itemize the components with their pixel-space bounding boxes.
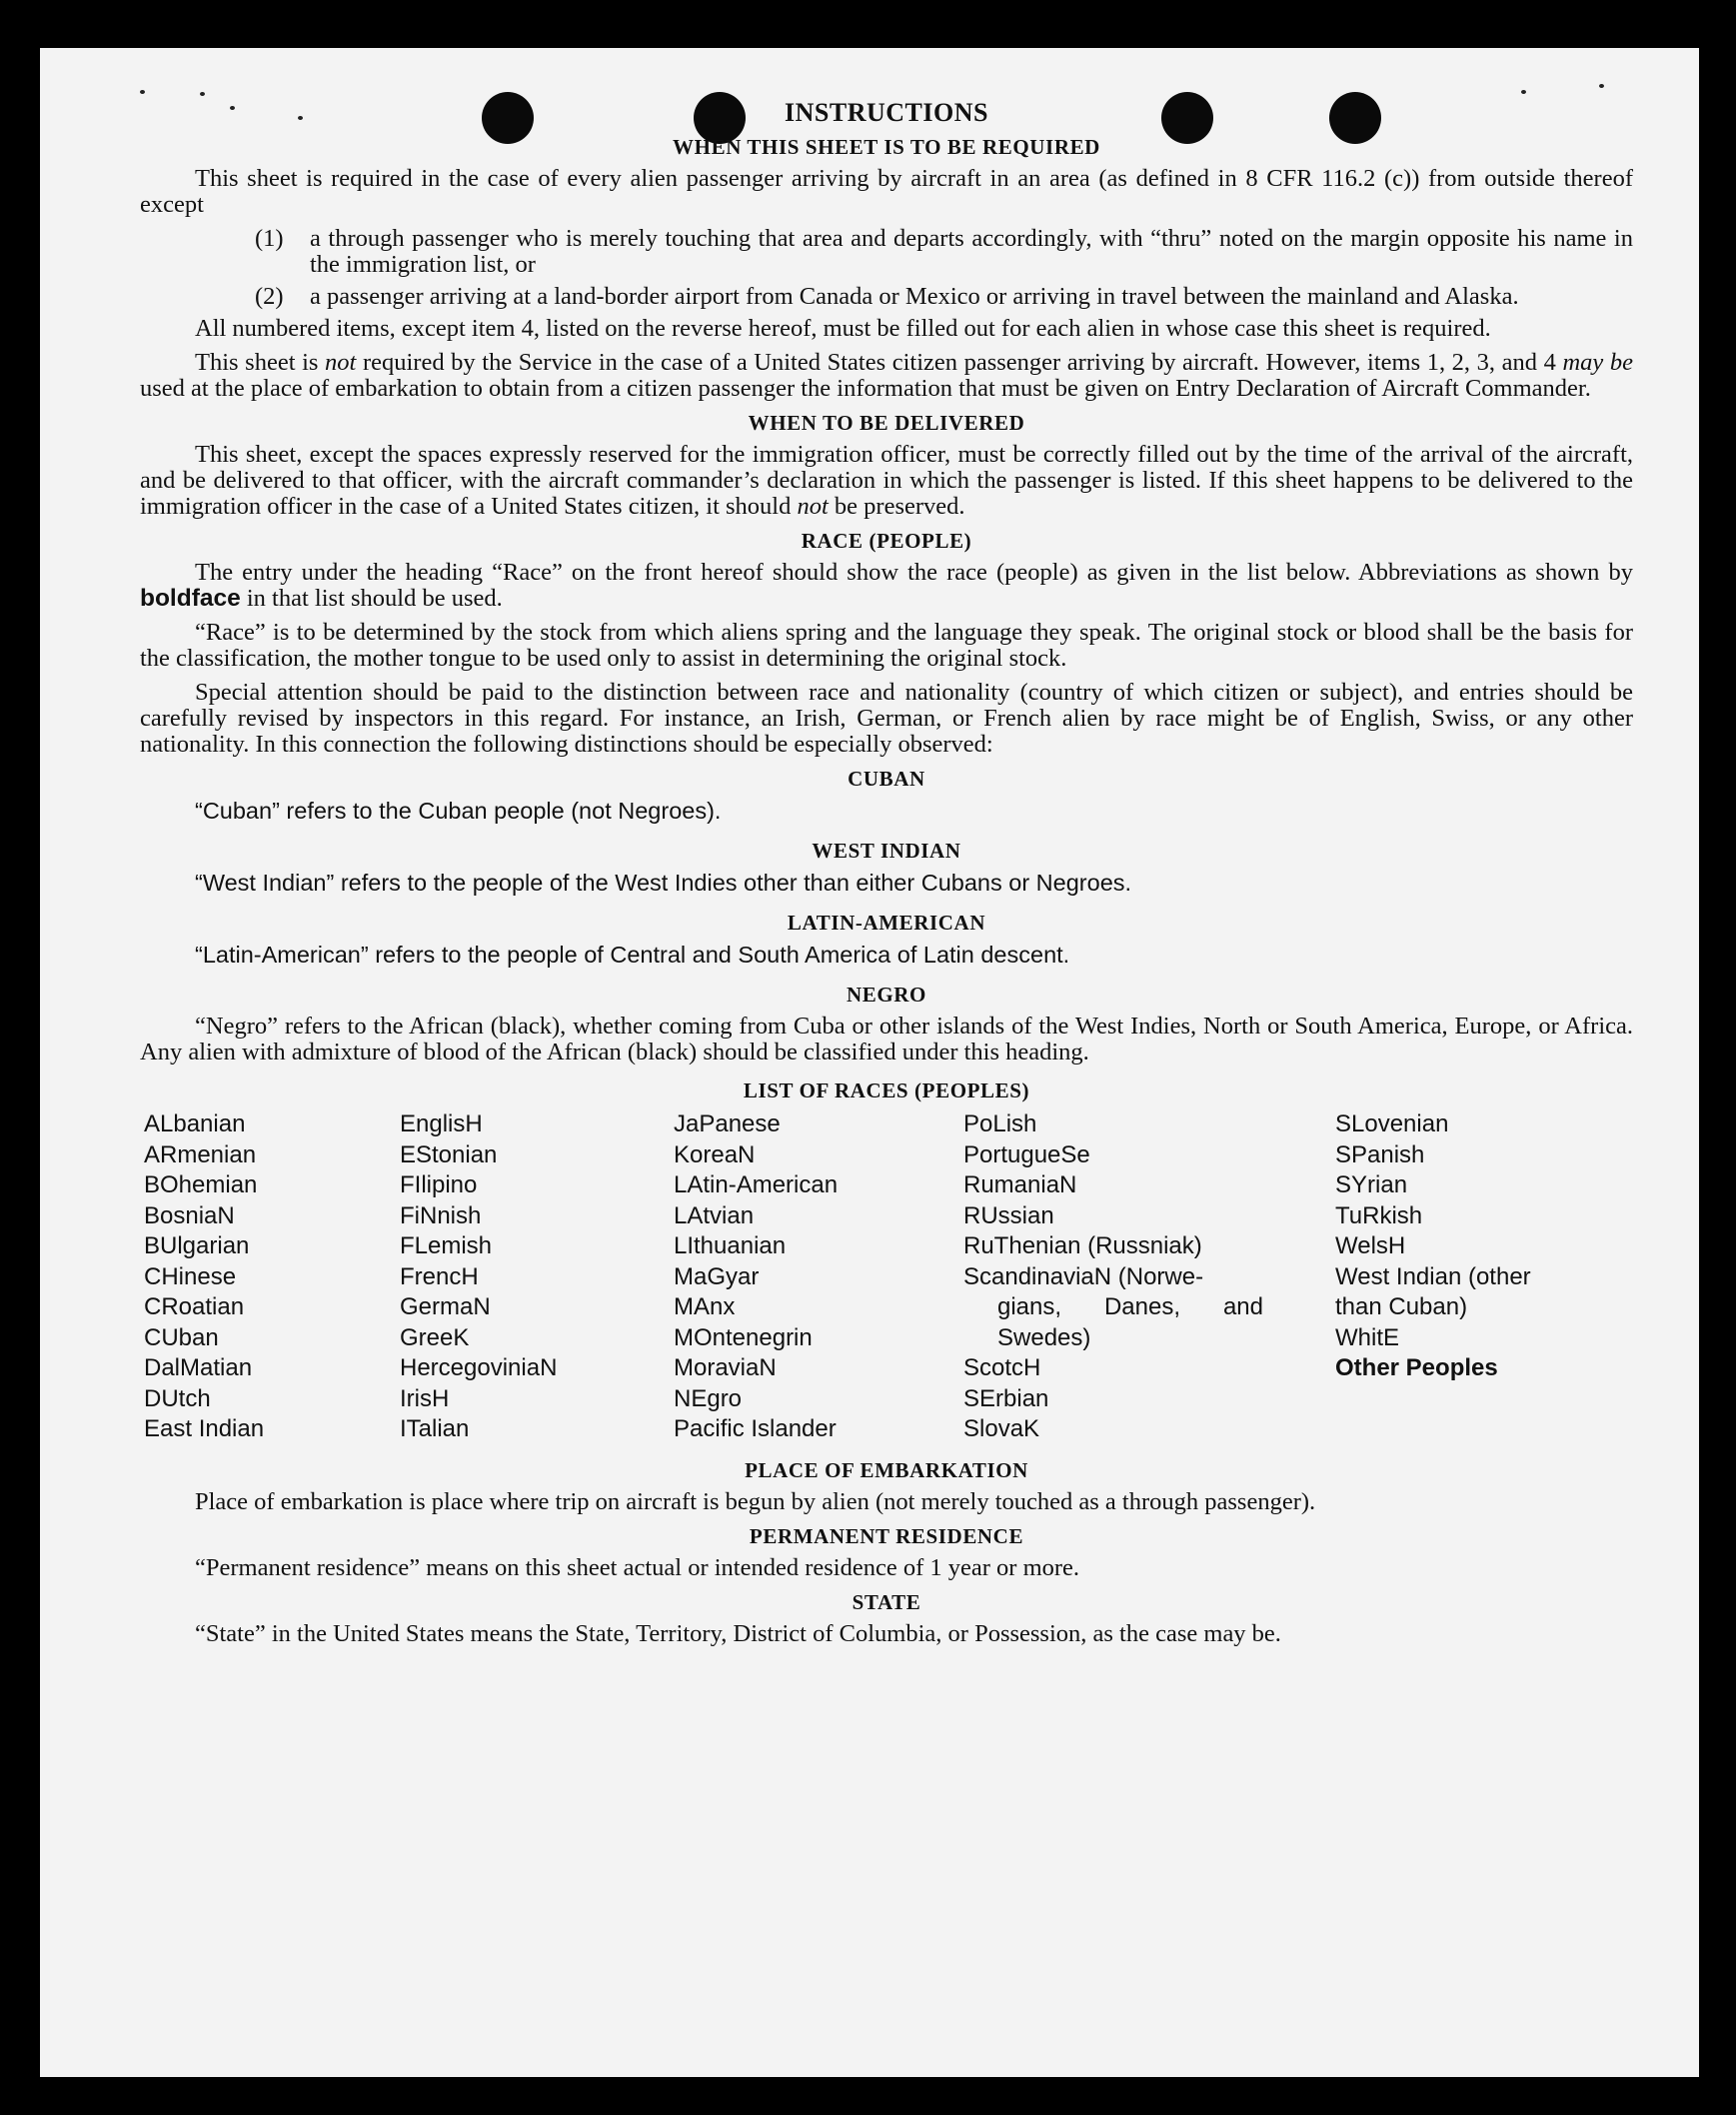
text-run: This sheet, except the spaces expressly reserved for the immigration officer, must be correctly filled out by the time of the arrival of the aircraft, and be delivered to that officer, with the aircraft commander’s declaration in which the passenger is listed. If this sheet happens to be delivered to the immigration officer in the case of a United States citizen, it should bbox=[140, 441, 1633, 520]
race-entry: GermaN bbox=[400, 1293, 491, 1320]
emphasis: may be bbox=[1562, 349, 1633, 376]
document-page bbox=[40, 48, 1699, 2077]
race-entry: SLovenian bbox=[1335, 1110, 1449, 1137]
race-entry: NEgro bbox=[674, 1384, 743, 1412]
race-entry: MaGyar bbox=[674, 1262, 760, 1290]
race-entry-line: than Cuban) bbox=[1335, 1293, 1468, 1320]
heading-west-indian: WEST INDIAN bbox=[812, 839, 961, 863]
race-entry: ARmenian bbox=[144, 1140, 257, 1168]
race-entry: SYrian bbox=[1335, 1171, 1408, 1198]
race-entry: DalMatian bbox=[144, 1354, 253, 1381]
race-entry: LAtin-American bbox=[674, 1171, 839, 1198]
definition-cuban: “Cuban” refers to the Cuban people (not Negroes). bbox=[195, 798, 722, 824]
race-entry: SlovaK bbox=[963, 1415, 1040, 1442]
heading-when-delivered: WHEN TO BE DELIVERED bbox=[748, 411, 1025, 435]
item-number: (2) bbox=[255, 283, 284, 310]
race-entry: RuThenian (Russniak) bbox=[963, 1232, 1202, 1259]
race-entry: GreeK bbox=[400, 1323, 470, 1351]
text-run: be preserved. bbox=[828, 493, 965, 520]
list-item bbox=[140, 226, 1633, 278]
race-entry: FiNnish bbox=[400, 1201, 482, 1229]
race-entry: ALbanian bbox=[144, 1110, 246, 1137]
heading-embarkation: PLACE OF EMBARKATION bbox=[745, 1458, 1028, 1482]
paragraph: Special attention should be paid to the distinction between race and nationality (country of which citizen or subject), and entries should be carefully revised by inspectors in this regard. For instance, an Irish, German, or French alien by race might be of English, Swiss, or any other nationality. In this connection the following distinctions should be especially observed: bbox=[140, 679, 1633, 758]
item-text: a passenger arriving at a land-border airport from Canada or Mexico or arriving in travel between the mainland and Alaska. bbox=[310, 283, 1519, 310]
speck bbox=[140, 90, 145, 94]
race-entry: HercegoviniaN bbox=[400, 1354, 558, 1381]
race-entry-line: ScandinaviaN (Norwe- bbox=[963, 1262, 1204, 1290]
race-entry: DUtch bbox=[144, 1384, 211, 1412]
race-entry: CRoatian bbox=[144, 1293, 245, 1320]
race-entry: RUssian bbox=[963, 1201, 1054, 1229]
race-entry: BUlgarian bbox=[144, 1232, 250, 1259]
heading-state: STATE bbox=[852, 1590, 921, 1614]
race-entry: FrencH bbox=[400, 1262, 479, 1290]
race-entry: SErbian bbox=[963, 1384, 1049, 1412]
race-entry-line: Swedes) bbox=[997, 1323, 1091, 1351]
heading-list-of-races: LIST OF RACES (PEOPLES) bbox=[743, 1078, 1030, 1102]
race-column bbox=[400, 1109, 660, 1445]
race-entry: LIthuanian bbox=[674, 1232, 787, 1259]
race-entry: ITalian bbox=[400, 1415, 470, 1442]
race-entry: WhitE bbox=[1335, 1323, 1400, 1351]
race-entry: FIlipino bbox=[400, 1171, 478, 1198]
item-text: a through passenger who is merely touching that area and departs accordingly, with “thru” noted on the margin opposite his name in the immigration list, or bbox=[310, 225, 1633, 278]
page-title: INSTRUCTIONS bbox=[785, 98, 988, 127]
paragraph bbox=[140, 442, 1633, 520]
race-entry: TuRkish bbox=[1335, 1201, 1423, 1229]
race-entry: PoLish bbox=[963, 1110, 1037, 1137]
race-list bbox=[140, 1109, 1633, 1449]
speck bbox=[200, 92, 205, 96]
paragraph bbox=[140, 560, 1633, 612]
race-entry: JaPanese bbox=[674, 1110, 781, 1137]
race-column bbox=[144, 1109, 384, 1445]
emphasis: not bbox=[325, 349, 357, 376]
heading-cuban: CUBAN bbox=[848, 767, 925, 791]
race-entry: East Indian bbox=[144, 1415, 265, 1442]
race-column bbox=[1335, 1109, 1635, 1384]
race-entry-line: gians, Danes, and bbox=[997, 1293, 1263, 1320]
race-entry: CHinese bbox=[144, 1262, 237, 1290]
definition-negro: “Negro” refers to the African (black), whether coming from Cuba or other islands of the West Indies, North or South America, Europe, or Africa. Any alien with admixture of blood of the African (black) should be classified under this heading. bbox=[140, 1013, 1633, 1065]
race-entry: EStonian bbox=[400, 1140, 498, 1168]
bold-text: boldface bbox=[140, 585, 241, 612]
paragraph bbox=[140, 350, 1633, 402]
race-entry: ScotcH bbox=[963, 1354, 1041, 1381]
instructions-content bbox=[140, 98, 1633, 1655]
text-run: in that list should be used. bbox=[240, 585, 503, 612]
text-run: required by the Service in the case of a United States citizen passenger arriving by aircraft. However, items 1, 2, 3, and 4 bbox=[356, 349, 1563, 376]
race-entry: SPanish bbox=[1335, 1140, 1425, 1168]
heading-latin-american: LATIN-AMERICAN bbox=[787, 911, 986, 935]
paragraph: Place of embarkation is place where trip on aircraft is begun by alien (not merely touched as a through passenger). bbox=[195, 1488, 1316, 1515]
race-entry: LAtvian bbox=[674, 1201, 755, 1229]
race-entry: WelsH bbox=[1335, 1232, 1406, 1259]
text-run: This sheet is bbox=[195, 349, 326, 376]
race-entry: PortugueSe bbox=[963, 1140, 1090, 1168]
paragraph: This sheet is required in the case of every alien passenger arriving by aircraft in an area (as defined in 8 CFR 116.2 (c)) from outside thereof except bbox=[140, 165, 1633, 218]
definition-latin-american: “Latin-American” refers to the people of Central and South America of Latin descent. bbox=[195, 942, 1070, 968]
race-entry: RumaniaN bbox=[963, 1171, 1077, 1198]
text-run: used at the place of embarkation to obtain from a citizen passenger the information that must be given on Entry Declaration of Aircraft Commander. bbox=[140, 375, 1591, 402]
paragraph: “Permanent residence” means on this sheet actual or intended residence of 1 year or more. bbox=[195, 1554, 1080, 1581]
race-entry: EnglisH bbox=[400, 1110, 483, 1137]
item-number: (1) bbox=[255, 225, 284, 252]
race-entry-scandinavian bbox=[963, 1262, 1263, 1354]
race-entry: Other Peoples bbox=[1335, 1354, 1498, 1381]
paragraph: “State” in the United States means the State, Territory, District of Columbia, or Possession, as the case may be. bbox=[195, 1620, 1281, 1647]
race-column bbox=[674, 1109, 943, 1445]
race-entry: KoreaN bbox=[674, 1140, 756, 1168]
heading-permanent-residence: PERMANENT RESIDENCE bbox=[749, 1524, 1024, 1548]
heading-when-required: WHEN THIS SHEET IS TO BE REQUIRED bbox=[673, 135, 1100, 159]
race-entry: Pacific Islander bbox=[674, 1415, 837, 1442]
race-entry: IrisH bbox=[400, 1384, 450, 1412]
race-entry-line: West Indian (other bbox=[1335, 1262, 1531, 1290]
definition-west-indian: “West Indian” refers to the people of the West Indies other than either Cubans or Negroes. bbox=[195, 870, 1132, 896]
race-entry: BOhemian bbox=[144, 1171, 258, 1198]
paragraph: “Race” is to be determined by the stock from which aliens spring and the language they speak. The original stock or blood shall be the basis for the classification, the mother tongue to be used only to assist in determining the original stock. bbox=[140, 619, 1633, 672]
heading-negro: NEGRO bbox=[846, 983, 926, 1007]
heading-race: RACE (PEOPLE) bbox=[801, 529, 972, 553]
speck bbox=[1599, 84, 1604, 88]
speck bbox=[1521, 90, 1526, 94]
race-entry: CUban bbox=[144, 1323, 219, 1351]
race-column bbox=[963, 1109, 1263, 1445]
race-entry: MoraviaN bbox=[674, 1354, 777, 1381]
race-entry: MAnx bbox=[674, 1293, 736, 1320]
race-entry: FLemish bbox=[400, 1232, 493, 1259]
list-item bbox=[140, 284, 1633, 310]
emphasis: not bbox=[797, 493, 829, 520]
race-entry: MOntenegrin bbox=[674, 1323, 813, 1351]
race-entry-west-indian bbox=[1335, 1262, 1635, 1323]
text-run: The entry under the heading “Race” on the front hereof should show the race (people) as given in the list below. Abbreviations as shown by bbox=[195, 559, 1633, 586]
paragraph: All numbered items, except item 4, listed on the reverse hereof, must be filled out for each alien in whose case this sheet is required. bbox=[195, 315, 1491, 342]
race-entry: BosniaN bbox=[144, 1201, 235, 1229]
